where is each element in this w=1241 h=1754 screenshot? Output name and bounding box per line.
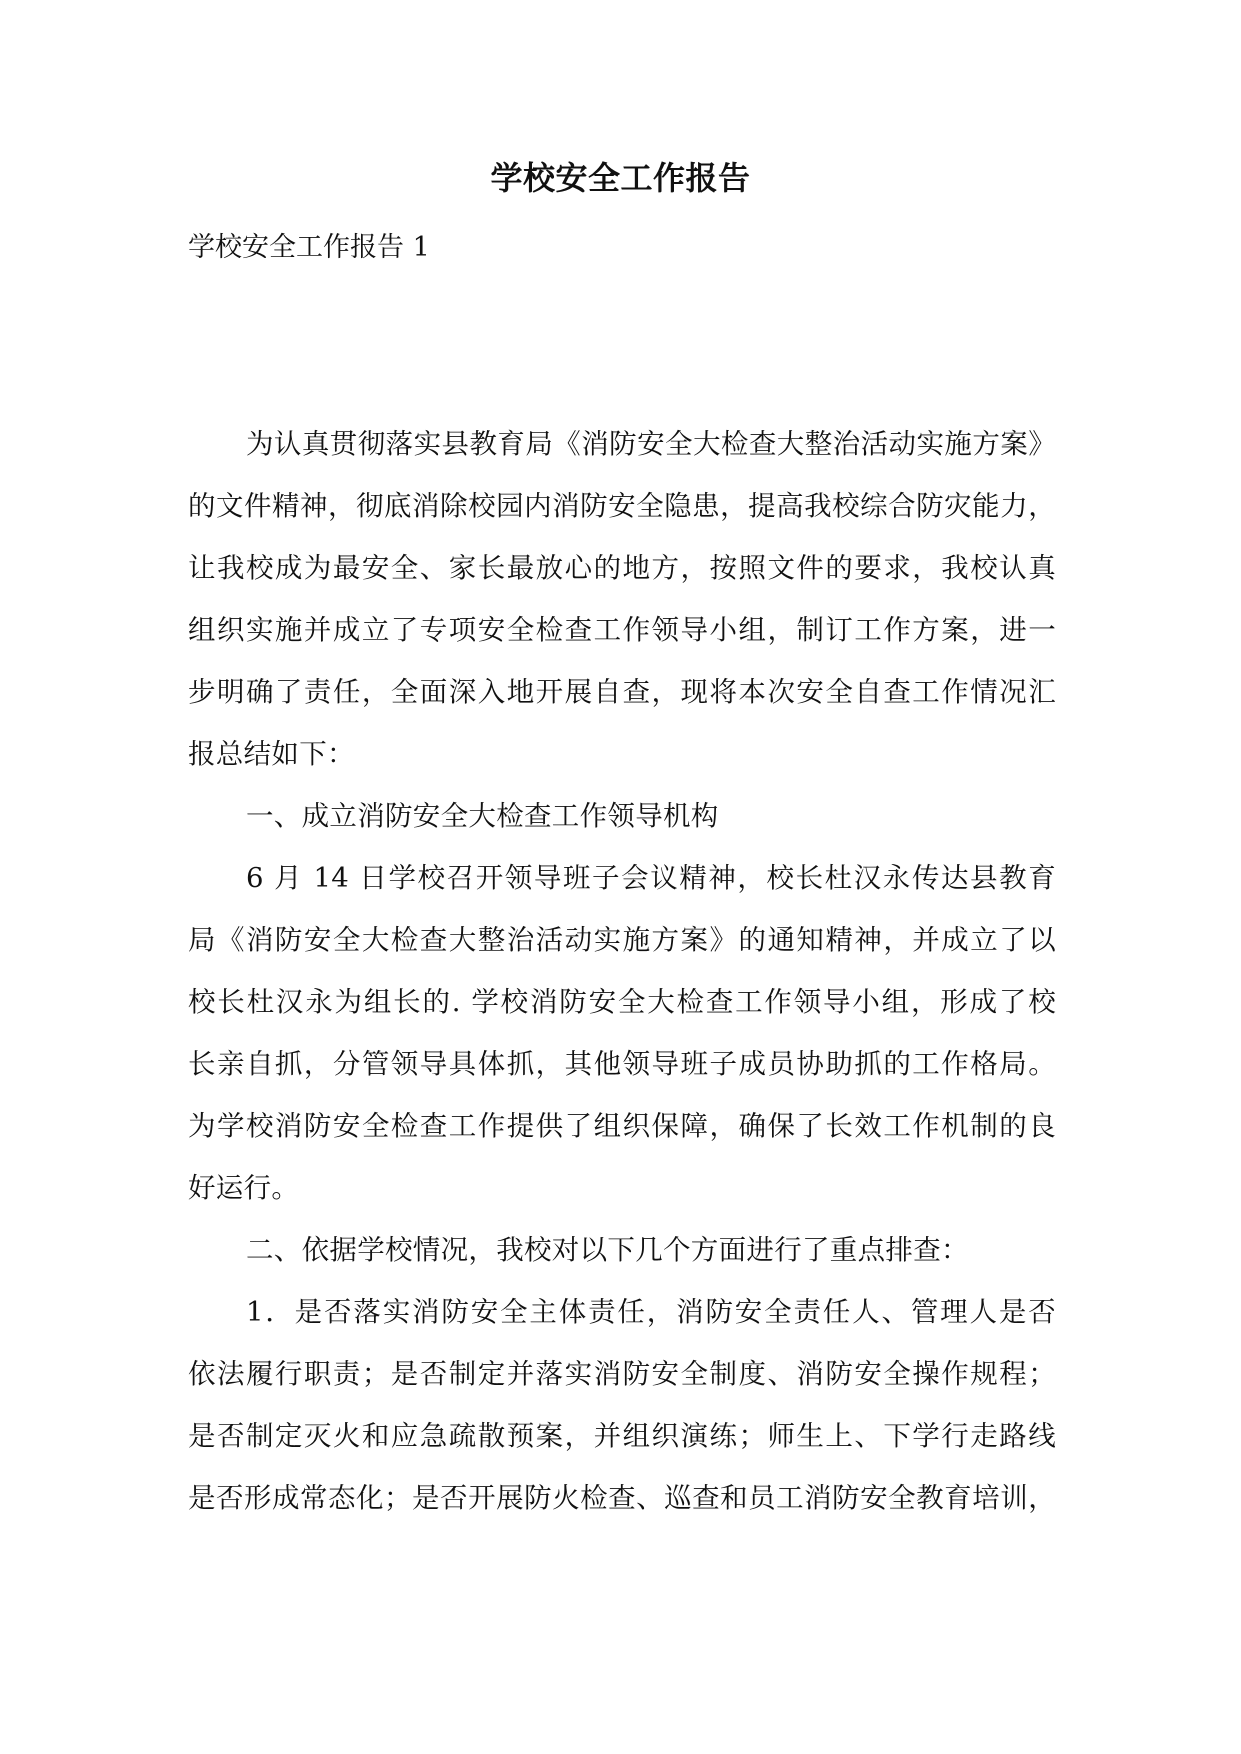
body-line: 是否制定灭火和应急疏散预案，并组织演练；师生上、下学行走路线: [188, 1420, 1056, 1452]
body-line: 6 月 14 日学校召开领导班子会议精神，校长杜汉永传达县教育: [246, 862, 1056, 894]
body-line: 一、成立消防安全大检查工作领导机构: [246, 800, 719, 832]
section-subtitle: 学校安全工作报告 1: [188, 232, 430, 263]
body-line: 局《消防安全大检查大整治活动实施方案》的通知精神，并成立了以: [188, 924, 1056, 956]
document-title: 学校安全工作报告: [490, 159, 751, 197]
body-line: 依法履行职责；是否制定并落实消防安全制度、消防安全操作规程；: [188, 1358, 1056, 1390]
body-line: 是否形成常态化；是否开展防火检查、巡查和员工消防安全教育培训，: [188, 1482, 1056, 1514]
body-line: 让我校成为最安全、家长最放心的地方，按照文件的要求，我校认真: [188, 552, 1056, 584]
body-line: 为认真贯彻落实县教育局《消防安全大检查大整治活动实施方案》: [246, 428, 1056, 460]
body-line: 的文件精神，彻底消除校园内消防安全隐患，提高我校综合防灾能力，: [188, 490, 1056, 522]
body-line: 报总结如下：: [188, 738, 355, 770]
body-line: 二、依据学校情况，我校对以下几个方面进行了重点排查：: [246, 1234, 969, 1266]
body-line: 好运行。: [188, 1172, 300, 1204]
body-line: 1．是否落实消防安全主体责任，消防安全责任人、管理人是否: [246, 1296, 1056, 1328]
body-line: 长亲自抓，分管领导具体抓，其他领导班子成员协助抓的工作格局。: [188, 1048, 1056, 1080]
body-text: [188, 420, 1056, 1536]
body-line: 步明确了责任，全面深入地开展自查，现将本次安全自查工作情况汇: [188, 676, 1056, 708]
body-line: 校长杜汉永为组长的. 学校消防安全大检查工作领导小组，形成了校: [188, 986, 1056, 1018]
body-line: 组织实施并成立了专项安全检查工作领导小组，制订工作方案，进一: [188, 614, 1056, 646]
body-line: 为学校消防安全检查工作提供了组织保障，确保了长效工作机制的良: [188, 1110, 1056, 1142]
